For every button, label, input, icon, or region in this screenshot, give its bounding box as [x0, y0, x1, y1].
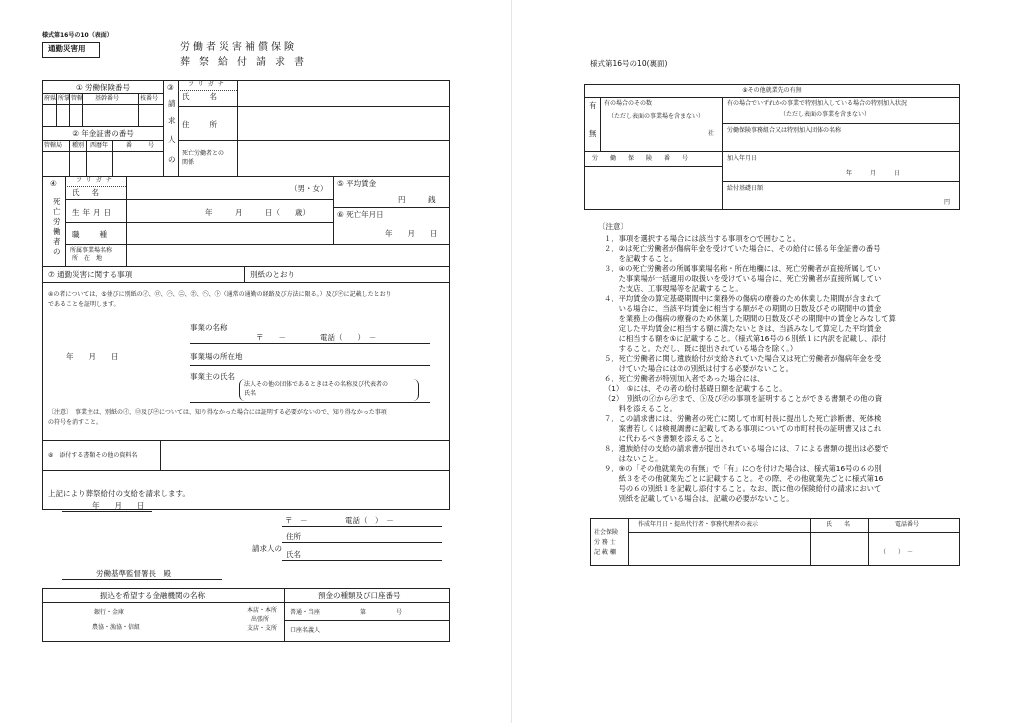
claimant-name-label: 氏名	[182, 92, 237, 101]
commute-accident-label: ⑦ 通勤災害に関する事項	[48, 270, 133, 279]
pension-cert-header: ② 年金証書の番号	[72, 129, 134, 138]
death-date-label: ⑥ 死亡年月日	[337, 210, 384, 219]
notes-header: 〔注意〕	[598, 222, 628, 231]
labor-insurance-no-header: ① 労働保険番号	[75, 83, 131, 92]
dob-value: 年 月 日（ 歳）	[205, 208, 310, 217]
attachments-label: ⑧ 添付する書類その他の資料名	[48, 452, 138, 459]
form-id-front: 様式第16号の10（表面）	[42, 32, 113, 39]
title-line1: 労働者災害補償保険	[180, 42, 297, 53]
claimant-address-label: 住所	[182, 120, 237, 129]
bureau-name: 労働基準監督署長 殿	[96, 569, 171, 578]
form-id-back: 様式第16号の10(裏面)	[590, 59, 668, 68]
sex-select: （男・女）	[290, 184, 328, 193]
title-line2: 葬祭給付請求書	[180, 57, 313, 68]
deceased-name-label: 氏名	[72, 188, 111, 197]
page-divider	[511, 0, 512, 723]
avg-wage-label: ⑤ 平均賃金	[337, 179, 377, 188]
commute-badge-text: 通勤災害用	[48, 44, 86, 53]
